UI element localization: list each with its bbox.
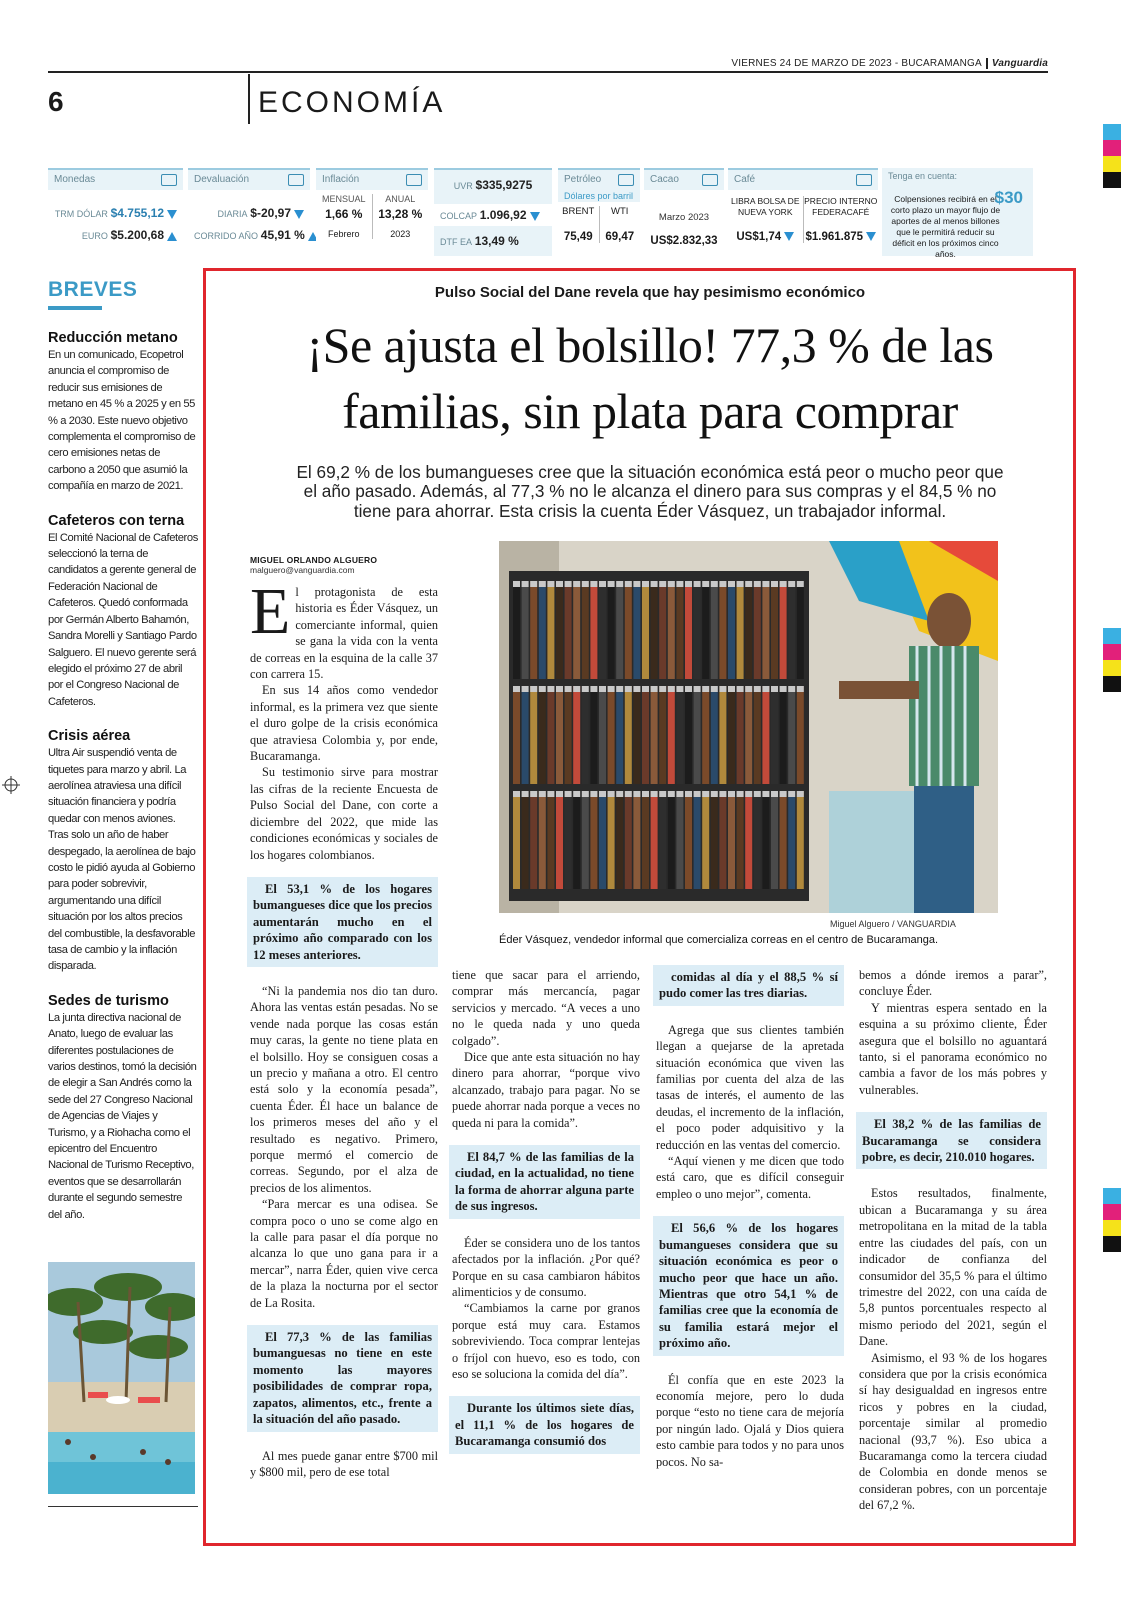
belt-buckle bbox=[659, 686, 666, 692]
belt-buckle bbox=[599, 791, 606, 797]
belt-stripe bbox=[522, 581, 529, 679]
belt-buckle bbox=[642, 686, 649, 692]
belt-stripe bbox=[556, 581, 563, 679]
belt-stripe bbox=[788, 791, 795, 889]
belt-stripe bbox=[754, 581, 761, 679]
belt-buckle bbox=[762, 581, 769, 587]
down-arrow-icon bbox=[167, 210, 177, 219]
masthead bbox=[48, 56, 1048, 128]
pull-quote: El 56,6 % de los hogares bumangueses considera que su situación económica es peor o mucho peor que hace un año. Mientras que otro 54,1 % de familias cree que la economía de su familia estará mejor el próximo año. bbox=[653, 1216, 844, 1355]
belt-stripe bbox=[513, 581, 520, 679]
belt-stripe bbox=[547, 581, 554, 679]
money-icon bbox=[161, 174, 177, 186]
belt-stripe bbox=[616, 581, 623, 679]
belt-stripe bbox=[547, 686, 554, 784]
belt-buckle bbox=[762, 791, 769, 797]
belt-buckle bbox=[737, 581, 744, 587]
belt-buckle bbox=[625, 686, 632, 692]
belt-stripe bbox=[745, 581, 752, 679]
belt-stripe bbox=[513, 686, 520, 784]
belt-buckle bbox=[711, 581, 718, 587]
belt-stripe bbox=[608, 791, 615, 889]
belt-stripe bbox=[539, 581, 546, 679]
belt-stripe bbox=[694, 791, 701, 889]
belt-buckle bbox=[616, 686, 623, 692]
belt-buckle bbox=[633, 686, 640, 692]
belt-stripe bbox=[599, 686, 606, 784]
belt-stripe bbox=[737, 581, 744, 679]
article-column-4: bemos a dónde iremos a parar”, concluye Éder. Y mientras espera sentado en la esquina a su próximo cliente, Éder asegura que el bolsillo no aguantará tanto, si el panorama económico no cambia a favor de los más pobres y vulnerables. El 38,2 % de las familias de Bucaramanga se considera pobre, es decir, 210.010 hogares. Estos resultados, finalmente, ubican a Bucaramanga y su área metropolitana en la mitad de la tabla entre las ciudades del país, con un indicador de confianza del consumidor del 35,5 % para el último trimestre del 2022, con una caída de 5,8 puntos porcentuales respecto al mismo periodo del 2021, según el Dane. Asimismo, el 93 % de los hogares considera que por la crisis económica sí hay desigualdad en ingresos entre ricos y pobres en la ciudad, porcentaje similar al promedio nacional (93,7 %). Eso ubica a Bucaramanga como la tercera ciudad de Colombia en donde menos se consideran pobres, con un porcentaje del 67,2 %. bbox=[859, 967, 1047, 1514]
brief-body: En un comunicado, Ecopetrol anuncia el compromiso de reducir sus emisiones de metano en 45 % a 2025 y en 55 % a 2030. Este nuevo objetivo complementa el compromiso de cero emisiones netas de carbono a 2050 que asumió la compañía en marzo de 2021. bbox=[48, 349, 196, 493]
belt-stripe bbox=[668, 581, 675, 679]
belt-stripe bbox=[685, 581, 692, 679]
belt-buckle bbox=[754, 791, 761, 797]
article-deck: El 69,2 % de los bumangueses cree que la situación económica está peor o mucho peor que el año pasado. Además, al 77,3 % no le alcanza el dinero para sus compras y el 84,5 % no tiene para ahorrar. Esta crisis la cuenta Éder Vásquez, un trabajador informal. bbox=[296, 462, 1004, 521]
belt-stripe bbox=[702, 581, 709, 679]
belt-stripe bbox=[582, 686, 589, 784]
belt-stripe bbox=[625, 581, 632, 679]
belt-stripe bbox=[797, 686, 804, 784]
belt-buckle bbox=[539, 791, 546, 797]
belt-buckle bbox=[642, 581, 649, 587]
belt-buckle bbox=[522, 686, 529, 692]
pull-quote: El 53,1 % de los hogares bumangueses dice que los precios aumentarán mucho en el próximo año comparado con los 12 meses anteriores. bbox=[247, 877, 438, 967]
ticker-cacao: Cacao Marzo 2023 US$2.832,33 bbox=[644, 168, 724, 256]
ticker-indices: UVR $335,9275 COLCAP 1.096,92 DTF EA 13,49 % bbox=[434, 168, 552, 256]
belt-buckle bbox=[780, 581, 787, 587]
cart-icon bbox=[406, 174, 422, 186]
article-column-2: tiene que sacar para el arriendo, comprar más mercancía, pagar servicios y mercado. “A veces a uno no le queda nada y uno queda colgado”. Dice que ante esta situación no hay dinero para ahorrar, “porque vivo alcanzado, trabajo para pagar. No se puede ahorrar nada porque a veces no queda ni para la comida”. El 84,7 % de las familias de la ciudad, en la actualidad, no tiene la forma de ahorrar alguna parte de sus ingresos. Éder se considera uno de los tantos afectados por la inflación. ¿Por qué? Porque en su casa cambiaron hábitos alimenticios y de consumo. “Cambiamos la carne por granos porque está muy cara. Estamos sobreviviendo. Toca comprar lentejas o fríjol con huevo, eso es todo, con eso se soluciona la comida del día”. Durante los últimos siete días, el 11,1 % de los hogares de Bucaramanga consumió dos bbox=[452, 967, 640, 1454]
belt-buckle bbox=[651, 791, 658, 797]
belt-stripe bbox=[728, 791, 735, 889]
belt-buckle bbox=[685, 686, 692, 692]
belt-stripe bbox=[702, 791, 709, 889]
sidebar-accent-bar bbox=[48, 306, 102, 310]
belt-buckle bbox=[754, 581, 761, 587]
belt-buckle bbox=[676, 686, 683, 692]
belt-buckle bbox=[522, 791, 529, 797]
belt-stripe bbox=[530, 686, 537, 784]
color-registration-marks bbox=[1103, 124, 1121, 188]
brief-title: Sedes de turismo bbox=[48, 992, 169, 1009]
belt-stripe bbox=[573, 791, 580, 889]
belt-stripe bbox=[659, 686, 666, 784]
belt-stripe bbox=[651, 686, 658, 784]
belt-buckle bbox=[676, 581, 683, 587]
belt-buckle bbox=[547, 686, 554, 692]
belt-stripe bbox=[685, 791, 692, 889]
belt-stripe bbox=[625, 791, 632, 889]
belt-buckle bbox=[659, 791, 666, 797]
crosshair-icon bbox=[2, 776, 20, 794]
dateline: VIERNES 24 DE MARZO DE 2023 - BUCARAMANGA Vanguardia bbox=[731, 58, 1048, 69]
belt-buckle bbox=[668, 581, 675, 587]
brief-item bbox=[48, 993, 198, 1223]
belt-buckle bbox=[694, 686, 701, 692]
belt-buckle bbox=[728, 791, 735, 797]
belt-buckle bbox=[694, 791, 701, 797]
down-arrow-icon bbox=[866, 232, 876, 241]
belt-buckle bbox=[685, 791, 692, 797]
belt-stripe bbox=[676, 581, 683, 679]
belt-buckle bbox=[651, 581, 658, 587]
brief-body: El Comité Nacional de Cafeteros seleccionó la terna de candidatos a gerente general de Federación Nacional de Cafeteros. Quedó conformada por Germán Alberto Bahamón, Sandra Morelli y Santiago Pardo Salguero. El nuevo gerente será elegido el próximo 27 de abril por el Congreso Nacional de Cafeteros. bbox=[48, 531, 198, 708]
belt-stripe bbox=[737, 791, 744, 889]
belt-buckle bbox=[694, 581, 701, 587]
belt-buckle bbox=[676, 791, 683, 797]
belt-buckle bbox=[737, 791, 744, 797]
belt-buckle bbox=[711, 686, 718, 692]
masthead-rule bbox=[48, 71, 1048, 73]
belt-buckle bbox=[616, 581, 623, 587]
belt-stripe bbox=[565, 686, 572, 784]
belt-buckle bbox=[513, 581, 520, 587]
pull-quote: comidas al día y el 88,5 % sí pudo comer las tres diarias. bbox=[653, 965, 844, 1006]
belt-buckle bbox=[780, 791, 787, 797]
belt-buckle bbox=[788, 791, 795, 797]
belt-buckle bbox=[797, 581, 804, 587]
sidebar-rule bbox=[48, 1506, 198, 1507]
belt-stripe bbox=[642, 791, 649, 889]
belt-stripe bbox=[694, 581, 701, 679]
belt-stripe bbox=[745, 686, 752, 784]
belt-buckle bbox=[651, 686, 658, 692]
color-registration-marks bbox=[1103, 1188, 1121, 1252]
belt-buckle bbox=[668, 686, 675, 692]
belt-buckle bbox=[547, 581, 554, 587]
belt-buckle bbox=[582, 791, 589, 797]
drop-cap: E bbox=[250, 575, 291, 648]
ticker-cafe: Café LIBRA BOLSA DE NUEVA YORK US$1,74 PRECIO INTERNO FEDERACAFÉ $1.961.875 bbox=[728, 168, 878, 256]
belt-stripe bbox=[780, 581, 787, 679]
brief-title: Crisis aérea bbox=[48, 728, 131, 745]
brand-logo: Vanguardia bbox=[986, 58, 1048, 69]
belt-buckle bbox=[728, 581, 735, 587]
belt-buckle bbox=[788, 686, 795, 692]
belt-buckle bbox=[608, 686, 615, 692]
belt-stripe bbox=[616, 791, 623, 889]
belt-stripe bbox=[676, 686, 683, 784]
belt-stripe bbox=[573, 581, 580, 679]
byline bbox=[250, 555, 377, 575]
belt-stripe bbox=[754, 686, 761, 784]
belt-buckle bbox=[633, 791, 640, 797]
belt-stripe bbox=[771, 581, 778, 679]
vendor-photo bbox=[499, 541, 998, 913]
belt-buckle bbox=[771, 791, 778, 797]
belt-stripe bbox=[590, 791, 597, 889]
belt-buckle bbox=[711, 791, 718, 797]
belt-buckle bbox=[573, 791, 580, 797]
section-title: ECONOMÍA bbox=[258, 86, 446, 119]
belt-buckle bbox=[780, 686, 787, 692]
belt-buckle bbox=[565, 791, 572, 797]
belt-buckle bbox=[625, 791, 632, 797]
belt-stripe bbox=[668, 686, 675, 784]
ticker-devaluacion: Devaluación DIARIA $-20,97 CORRIDO AÑO 45,91 % bbox=[188, 168, 310, 256]
belt-stripe bbox=[608, 686, 615, 784]
ticker-tenga-en-cuenta: Tenga en cuenta: $30 Colpensiones recibirá en el corto plazo un mayor flujo de aportes de al menos billones que le permitirá reducir su déficit en los próximos cinco años. bbox=[882, 168, 1033, 256]
byline-name: MIGUEL ORLANDO ALGUERO bbox=[250, 555, 378, 565]
belt-stripe bbox=[599, 791, 606, 889]
belt-buckle bbox=[599, 581, 606, 587]
pull-quote: Durante los últimos siete días, el 11,1 % de los hogares de Bucaramanga consumió dos bbox=[449, 1396, 640, 1453]
belt-stripe bbox=[659, 581, 666, 679]
byline-email: malguero@vanguardia.com bbox=[250, 565, 355, 575]
belt-stripe bbox=[565, 581, 572, 679]
brief-title: Cafeteros con terna bbox=[48, 512, 185, 529]
amount: $30 bbox=[994, 188, 1023, 207]
belt-buckle bbox=[737, 686, 744, 692]
pull-quote: El 38,2 % de las familias de Bucaramanga se considera pobre, es decir, 210.010 hogares. bbox=[856, 1112, 1047, 1169]
belt-stripe bbox=[642, 581, 649, 679]
belt-buckle bbox=[625, 581, 632, 587]
belt-buckle bbox=[745, 791, 752, 797]
belt-stripe bbox=[788, 686, 795, 784]
brief-item bbox=[48, 728, 198, 975]
belt-buckle bbox=[616, 791, 623, 797]
down-arrow-icon bbox=[294, 210, 304, 219]
brief-item bbox=[48, 330, 198, 495]
belt-buckle bbox=[762, 686, 769, 692]
belt-stripe bbox=[676, 791, 683, 889]
belt-stripe bbox=[547, 791, 554, 889]
belt-stripe bbox=[711, 686, 718, 784]
belt-stripe bbox=[728, 686, 735, 784]
belt-stripe bbox=[573, 686, 580, 784]
belt-buckle bbox=[702, 581, 709, 587]
belt-stripe bbox=[539, 791, 546, 889]
belt-stripe bbox=[590, 686, 597, 784]
belt-stripe bbox=[668, 791, 675, 889]
belt-buckle bbox=[590, 581, 597, 587]
up-arrow-icon bbox=[167, 232, 177, 241]
belt-stripe bbox=[771, 791, 778, 889]
article-column-1: El protagonista de esta historia es Éder Vásquez, un comerciante informal, quien se gana la vida con la venta de correas en la esquina de la calle 37 con carrera 15. En sus 14 años como vendedor informal, es la primera vez que siente el duro golpe de la crisis económica que atraviesa Colombia y, por ende, Bucaramanga. Su testimonio sirve para mostrar las cifras de la reciente Encuesta de Pulso Social del Dane, con corte a diciembre del 2022, que mide las condiciones económicas y sociales de los hogares colombianos. El 53,1 % de los hogares bumangueses dice que los precios aumentarán mucho en el próximo año comparado con los 12 meses anteriores. “Ni la pandemia nos dio tan duro. Ahora las ventas están pesadas. No se vende nada porque las cosas están muy caras, la gente no tiene plata en el bolsillo. Hoy se consiguen cosas a un precio y mañana a otro. El centro está solo y la economía pesada”, cuenta Éder. Él hace un balance de los primeros meses del año y el resultado es negativo. Primero, porque mermó el comercio de correas. Segundo, por el alza de precios de los alimentos. “Para mercar es una odisea. Se compra poco o uno se come algo en la calle para pasar el día porque no alcanza lo que uno gana para ir a mercar”, narra Éder, quien vive cerca de la plaza la nocturna por el sector de La Rosita. El 77,3 % de las familias bumanguesas no tiene en este momento las mayores posibilidades de comprar ropa, zapatos, alimentos, etc., frente a la situación del año pasado. Al mes puede ganar entre $700 mil y $800 mil, pero de ese total bbox=[250, 584, 438, 1480]
belt-stripe bbox=[711, 581, 718, 679]
sidebar-title: BREVES bbox=[48, 278, 138, 301]
belt-buckle bbox=[565, 686, 572, 692]
belt-buckle bbox=[539, 581, 546, 587]
belt-buckle bbox=[745, 581, 752, 587]
ticker-petroleo: Petróleo Dólares por barril BRENT 75,49 WTI 69,47 bbox=[558, 168, 640, 256]
belt-stripe bbox=[762, 581, 769, 679]
belt-buckle bbox=[788, 581, 795, 587]
belt-stripe bbox=[633, 581, 640, 679]
brief-body: La junta directiva nacional de Anato, luego de evaluar las diferentes postulaciones de varios destinos, tomó la decisión de elegir a San Andrés como la sede del 27 Congreso Nacional de Agencias de Viajes y Turismo, y a Riohacha como el epicentro del Encuentro Nacional de Turismo Receptivo, eventos que se desarrollarán durante el segundo semestre del año. bbox=[48, 1011, 197, 1221]
belt-stripe bbox=[651, 791, 658, 889]
belt-stripe bbox=[530, 791, 537, 889]
belt-stripe bbox=[633, 686, 640, 784]
belt-stripe bbox=[737, 686, 744, 784]
belt-stripe bbox=[711, 791, 718, 889]
belt-buckle bbox=[797, 791, 804, 797]
down-arrow-icon bbox=[784, 232, 794, 241]
breves-sidebar bbox=[48, 278, 198, 1241]
page-number: 6 bbox=[48, 86, 64, 117]
belt-buckle bbox=[590, 686, 597, 692]
article-kicker: Pulso Social del Dane revela que hay pesimismo económico bbox=[434, 284, 866, 301]
belt-buckle bbox=[530, 581, 537, 587]
belt-stripe bbox=[608, 581, 615, 679]
belt-buckle bbox=[590, 791, 597, 797]
belt-buckle bbox=[685, 581, 692, 587]
brief-title: Reducción metano bbox=[48, 330, 178, 346]
belt-buckle bbox=[642, 791, 649, 797]
belt-buckle bbox=[728, 686, 735, 692]
belt-stripe bbox=[780, 791, 787, 889]
section-divider bbox=[248, 74, 250, 124]
belt-stripe bbox=[797, 581, 804, 679]
down-arrow-icon bbox=[530, 212, 540, 221]
belt-stripe bbox=[625, 686, 632, 784]
belt-buckle bbox=[771, 581, 778, 587]
belt-buckle bbox=[582, 686, 589, 692]
belt-buckle bbox=[702, 791, 709, 797]
belt-stripe bbox=[513, 791, 520, 889]
belt-stripe bbox=[590, 581, 597, 679]
belt-buckle bbox=[659, 581, 666, 587]
photo-credit: Miguel Alguero / VANGUARDIA bbox=[830, 919, 956, 929]
ticker-inflacion: Inflación MENSUAL 1,66 % Febrero ANUAL 13,28 % 2023 bbox=[316, 168, 428, 256]
belt-buckle bbox=[522, 581, 529, 587]
belt-stripe bbox=[762, 791, 769, 889]
coffee-icon bbox=[856, 174, 872, 186]
belt-buckle bbox=[556, 581, 563, 587]
belt-stripe bbox=[522, 791, 529, 889]
ticker-monedas: Monedas TRM DÓLAR $4.755,12 EURO $5.200,68 bbox=[48, 168, 183, 256]
belt-stripe bbox=[616, 686, 623, 784]
belt-buckle bbox=[530, 791, 537, 797]
belt-buckle bbox=[530, 686, 537, 692]
belt-stripe bbox=[582, 581, 589, 679]
belt-stripe bbox=[728, 581, 735, 679]
belt-buckle bbox=[702, 686, 709, 692]
belt-buckle bbox=[547, 791, 554, 797]
belt-stripe bbox=[797, 791, 804, 889]
photo-caption: Éder Vásquez, vendedor informal que comercializa correas en el centro de Bucaramanga. bbox=[499, 934, 939, 946]
belt-stripe bbox=[599, 581, 606, 679]
brief-item bbox=[48, 513, 198, 710]
belt-stripe bbox=[780, 686, 787, 784]
belt-buckle bbox=[608, 581, 615, 587]
belt-stripe bbox=[719, 686, 726, 784]
beach-photo bbox=[48, 1262, 195, 1494]
belt-stripe bbox=[556, 791, 563, 889]
belt-stripe bbox=[651, 581, 658, 679]
market-ticker bbox=[48, 168, 1033, 259]
belt-buckle bbox=[573, 686, 580, 692]
belt-buckle bbox=[599, 686, 606, 692]
belt-stripe bbox=[685, 686, 692, 784]
belt-stripe bbox=[694, 686, 701, 784]
belt-stripe bbox=[530, 581, 537, 679]
belt-buckle bbox=[582, 581, 589, 587]
belt-buckle bbox=[719, 686, 726, 692]
chart-icon bbox=[288, 174, 304, 186]
belt-buckle bbox=[556, 791, 563, 797]
belt-buckle bbox=[797, 686, 804, 692]
belt-stripe bbox=[702, 686, 709, 784]
cacao-icon bbox=[702, 174, 718, 186]
belt-buckle bbox=[513, 686, 520, 692]
belt-stripe bbox=[539, 686, 546, 784]
pull-quote: El 77,3 % de las familias bumanguesas no tiene en este momento las mayores posibilidades de comprar ropa, zapatos, alimentos, etc., frente a la situación del año pasado. bbox=[247, 1325, 438, 1431]
belt-buckle bbox=[556, 686, 563, 692]
oil-icon bbox=[618, 174, 634, 186]
belt-buckle bbox=[668, 791, 675, 797]
belt-stripe bbox=[745, 791, 752, 889]
belt-stripe bbox=[565, 791, 572, 889]
belt-buckle bbox=[754, 686, 761, 692]
belt-stripe bbox=[788, 581, 795, 679]
belt-stripe bbox=[582, 791, 589, 889]
belt-buckle bbox=[633, 581, 640, 587]
belt-stripe bbox=[719, 581, 726, 679]
belt-buckle bbox=[565, 581, 572, 587]
belt-stripe bbox=[522, 686, 529, 784]
article-headline: ¡Se ajusta el bolsillo! 77,3 % de las familias, sin plata para comprar bbox=[306, 317, 994, 439]
belt-buckle bbox=[608, 791, 615, 797]
pull-quote: El 84,7 % de las familias de la ciudad, en la actualidad, no tiene la forma de ahorrar alguna parte de sus ingresos. bbox=[449, 1145, 640, 1219]
belt-stripe bbox=[642, 686, 649, 784]
belt-buckle bbox=[539, 686, 546, 692]
belt-buckle bbox=[719, 581, 726, 587]
color-registration-marks bbox=[1103, 628, 1121, 692]
belt-buckle bbox=[573, 581, 580, 587]
belt-buckle bbox=[719, 791, 726, 797]
belt-stripe bbox=[659, 791, 666, 889]
brief-body: Ultra Air suspendió venta de tiquetes para marzo y abril. La aerolínea atraviesa una difícil situación financiera y podría quedar con menos aviones. Tras solo un año de haber despegado, la aerolínea de bajo costo le pidió ayuda al Gobierno para poder sobrevivir, argumentando una difícil situación por los altos precios del combustible, la desfavorable tasa de cambio y la inflación disparada. bbox=[48, 747, 196, 973]
belt-stripe bbox=[556, 686, 563, 784]
belt-stripe bbox=[762, 686, 769, 784]
belt-buckle bbox=[513, 791, 520, 797]
belt-stripe bbox=[754, 791, 761, 889]
belt-stripe bbox=[633, 791, 640, 889]
belt-buckle bbox=[745, 686, 752, 692]
belt-stripe bbox=[771, 686, 778, 784]
belt-stripe bbox=[719, 791, 726, 889]
article-column-3: comidas al día y el 88,5 % sí pudo comer las tres diarias. Agrega que sus clientes también llegan a quejarse de la apretada situación económica que viven las familias por cuenta del alza de las tasas de interés, el aumento de las deudas, el incremento de la inflación, el poco poder adquisitivo y la reducción en las ventas del comercio. “Aquí vienen y me dicen que todo está caro, que es difícil conseguir empleo o uno mejor”, comenta. El 56,6 % de los hogares bumangueses considera que su situación económica es peor o mucho peor que hace un año. Mientras que otro 54,1 % de familias cree que la economía de su familia estará mejor el próximo año. Él confía que en este 2023 la economía mejore, pero lo duda porque “esto no tiene cara de mejoría por ningún lado. Ojalá y Dios quiera esto cambie para todos y no para unos pocos. No sa- bbox=[656, 965, 844, 1470]
belt-buckle bbox=[771, 686, 778, 692]
